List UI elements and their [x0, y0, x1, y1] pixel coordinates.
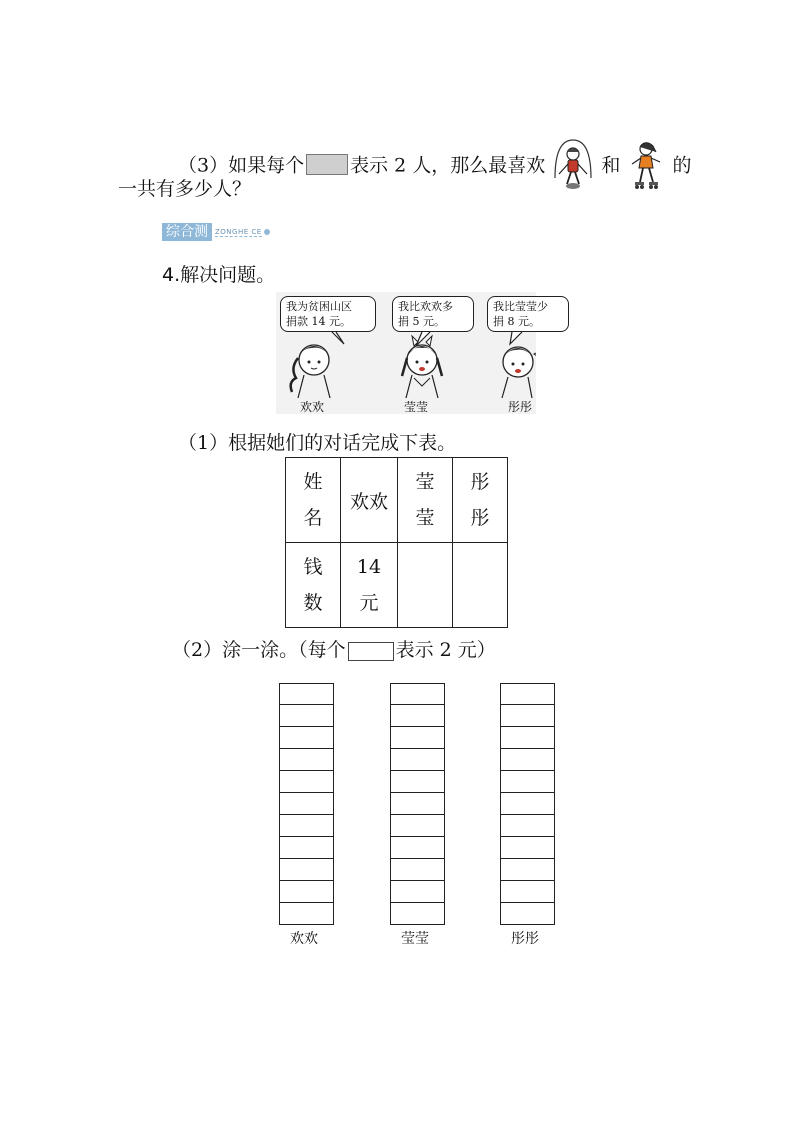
girls-drawing-icon	[276, 292, 536, 402]
bar-cell[interactable]	[390, 727, 445, 749]
bar-cell[interactable]	[279, 749, 334, 771]
table-header-yingying	[398, 458, 453, 543]
table-row	[286, 458, 508, 543]
bar-label-huanhuan: 欢欢	[290, 931, 318, 947]
table-row	[286, 543, 508, 628]
bar-cell[interactable]	[279, 859, 334, 881]
cell-char: 14	[356, 556, 382, 578]
kids-illustration	[276, 292, 548, 414]
bar-cell[interactable]	[279, 705, 334, 727]
bar-cell[interactable]	[279, 727, 334, 749]
q3-suffix: 的	[672, 154, 692, 177]
bar-cell[interactable]	[500, 749, 555, 771]
cell-char: 莹	[415, 507, 435, 529]
bar-cell[interactable]	[390, 815, 445, 837]
money-table	[285, 457, 508, 628]
jump-rope-kid-icon	[551, 138, 595, 190]
cell-char: 元	[359, 592, 379, 614]
bar-cell[interactable]	[390, 903, 445, 925]
bubble-line: 我为贫困山区	[286, 300, 352, 313]
bar-cell[interactable]	[390, 771, 445, 793]
bar-cell[interactable]	[390, 683, 445, 705]
q4-number: 4.	[162, 264, 181, 286]
bar-cell[interactable]	[279, 903, 334, 925]
cell-char: 姓	[303, 471, 323, 493]
grey-unit-box	[306, 154, 348, 175]
q4-part2-suffix: 表示 2 元）	[395, 639, 496, 661]
table-header-tongtong	[453, 458, 508, 543]
question-4-title	[162, 260, 275, 287]
section-badge-sub: ZONGHE CE	[215, 227, 262, 236]
table-header-label	[286, 458, 341, 543]
unit-box-icon	[348, 642, 394, 661]
bar-cell[interactable]	[279, 837, 334, 859]
q4-part2-prefix: （2）涂一涂。（每个	[172, 639, 346, 661]
section-badge	[162, 223, 270, 241]
bar-cell[interactable]	[279, 793, 334, 815]
kid-name-yingying: 莹莹	[404, 400, 429, 414]
bubble-line: 我比莹莹少	[493, 300, 548, 313]
bar-label-tongtong: 彤彤	[511, 931, 539, 947]
kid-name-tongtong: 彤彤	[508, 400, 533, 414]
bar-label-yingying: 莹莹	[401, 931, 429, 947]
badge-dot-icon	[264, 229, 270, 235]
q3-prefix: （3）如果每个	[178, 154, 305, 177]
kid-name-huanhuan: 欢欢	[300, 400, 325, 414]
cell-char: 彤	[470, 471, 490, 493]
bubble-line: 我比欢欢多	[398, 300, 453, 313]
table-value-tongtong[interactable]	[453, 543, 508, 628]
bar-cell[interactable]	[279, 815, 334, 837]
bar-cell[interactable]	[500, 683, 555, 705]
bar-cell[interactable]	[279, 881, 334, 903]
bubble-line: 捐款 14 元。	[286, 315, 351, 328]
cell-text: 欢欢	[349, 490, 388, 513]
bar-cell[interactable]	[390, 881, 445, 903]
section-badge-label: 综合测	[162, 223, 212, 241]
bar-column-yingying[interactable]	[390, 683, 445, 925]
bar-cell[interactable]	[279, 771, 334, 793]
bubble-line: 捐 5 元。	[398, 315, 445, 328]
bar-cell[interactable]	[500, 727, 555, 749]
bar-cell[interactable]	[390, 749, 445, 771]
cell-char: 数	[303, 592, 323, 614]
bar-column-tongtong[interactable]	[500, 683, 555, 925]
cell-char: 钱	[303, 556, 323, 578]
bar-cell[interactable]	[500, 859, 555, 881]
q3-middle: 表示 2 人，那么最喜欢	[350, 154, 546, 177]
cell-char: 彤	[470, 507, 490, 529]
bar-column-huanhuan[interactable]	[279, 683, 334, 925]
bar-cell[interactable]	[390, 705, 445, 727]
cell-char: 名	[303, 507, 323, 529]
bar-cell[interactable]	[390, 837, 445, 859]
question-3-line1	[178, 138, 691, 190]
bar-cell[interactable]	[500, 771, 555, 793]
q3-and: 和	[601, 154, 621, 177]
bar-cell[interactable]	[500, 837, 555, 859]
table-header-huanhuan	[341, 458, 398, 543]
bar-cell[interactable]	[279, 683, 334, 705]
table-row-label	[286, 543, 341, 628]
table-value-huanhuan	[341, 543, 398, 628]
bar-cell[interactable]	[500, 815, 555, 837]
q4-part2-instruction	[172, 635, 496, 662]
roller-skate-kid-icon	[626, 138, 666, 190]
bar-cell[interactable]	[500, 793, 555, 815]
q4-title-text: 解决问题。	[180, 264, 276, 286]
bar-cell[interactable]	[500, 705, 555, 727]
question-3-line2: 一共有多少人？	[118, 178, 252, 200]
bar-cell[interactable]	[390, 859, 445, 881]
bar-cell[interactable]	[500, 881, 555, 903]
bar-cell[interactable]	[390, 793, 445, 815]
cell-char: 莹	[415, 471, 435, 493]
table-value-yingying[interactable]	[398, 543, 453, 628]
bar-cell[interactable]	[500, 903, 555, 925]
q4-part1-instruction: （1）根据她们的对话完成下表。	[178, 432, 457, 454]
bubble-line: 捐 8 元。	[493, 315, 540, 328]
